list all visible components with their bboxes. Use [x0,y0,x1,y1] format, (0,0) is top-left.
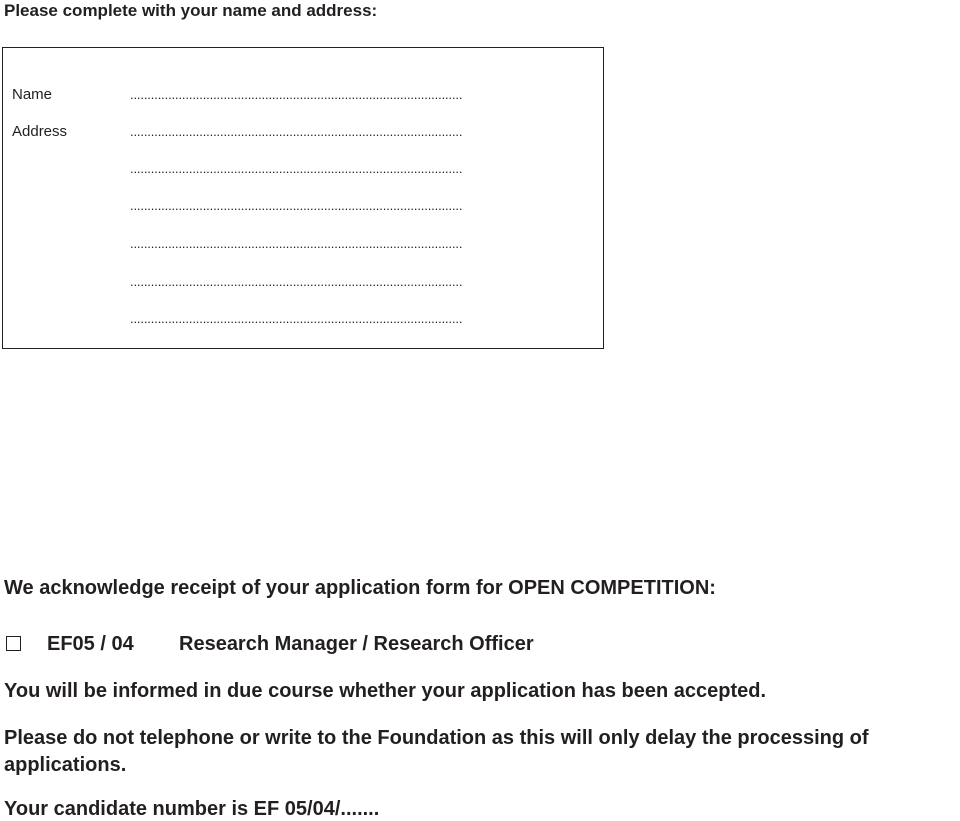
notice-text: Please do not telephone or write to the Foundation as this will only delay the processing of applications. [4,727,869,776]
address-dotted-line-4[interactable]: ................................................................................................ [130,236,463,251]
competition-code: EF05 / 04 [47,633,134,655]
name-label: Name [12,86,53,103]
address-dotted-line-2[interactable]: ................................................................................................ [130,161,463,176]
informed-text: You will be informed in due course whether your application has been accepted. [4,680,767,702]
name-dotted-line[interactable]: ................................................................................................ [130,87,463,102]
address-dotted-line-6[interactable]: ................................................................................................ [130,311,463,326]
acknowledgement-text: We acknowledge receipt of your application form for OPEN COMPETITION: [4,577,716,599]
address-label: Address [12,123,68,140]
competition-title: Research Manager / Research Officer [179,633,534,655]
address-dotted-line-3[interactable]: ................................................................................................ [130,198,463,213]
form-heading: Please complete with your name and address: [4,1,378,20]
address-dotted-line-5[interactable]: ................................................................................................ [130,274,463,289]
address-box [2,47,604,349]
competition-checkbox[interactable] [6,636,21,651]
candidate-number-text: Your candidate number is EF 05/04/....... [4,798,380,820]
address-dotted-line-1[interactable]: ................................................................................................ [130,124,463,139]
